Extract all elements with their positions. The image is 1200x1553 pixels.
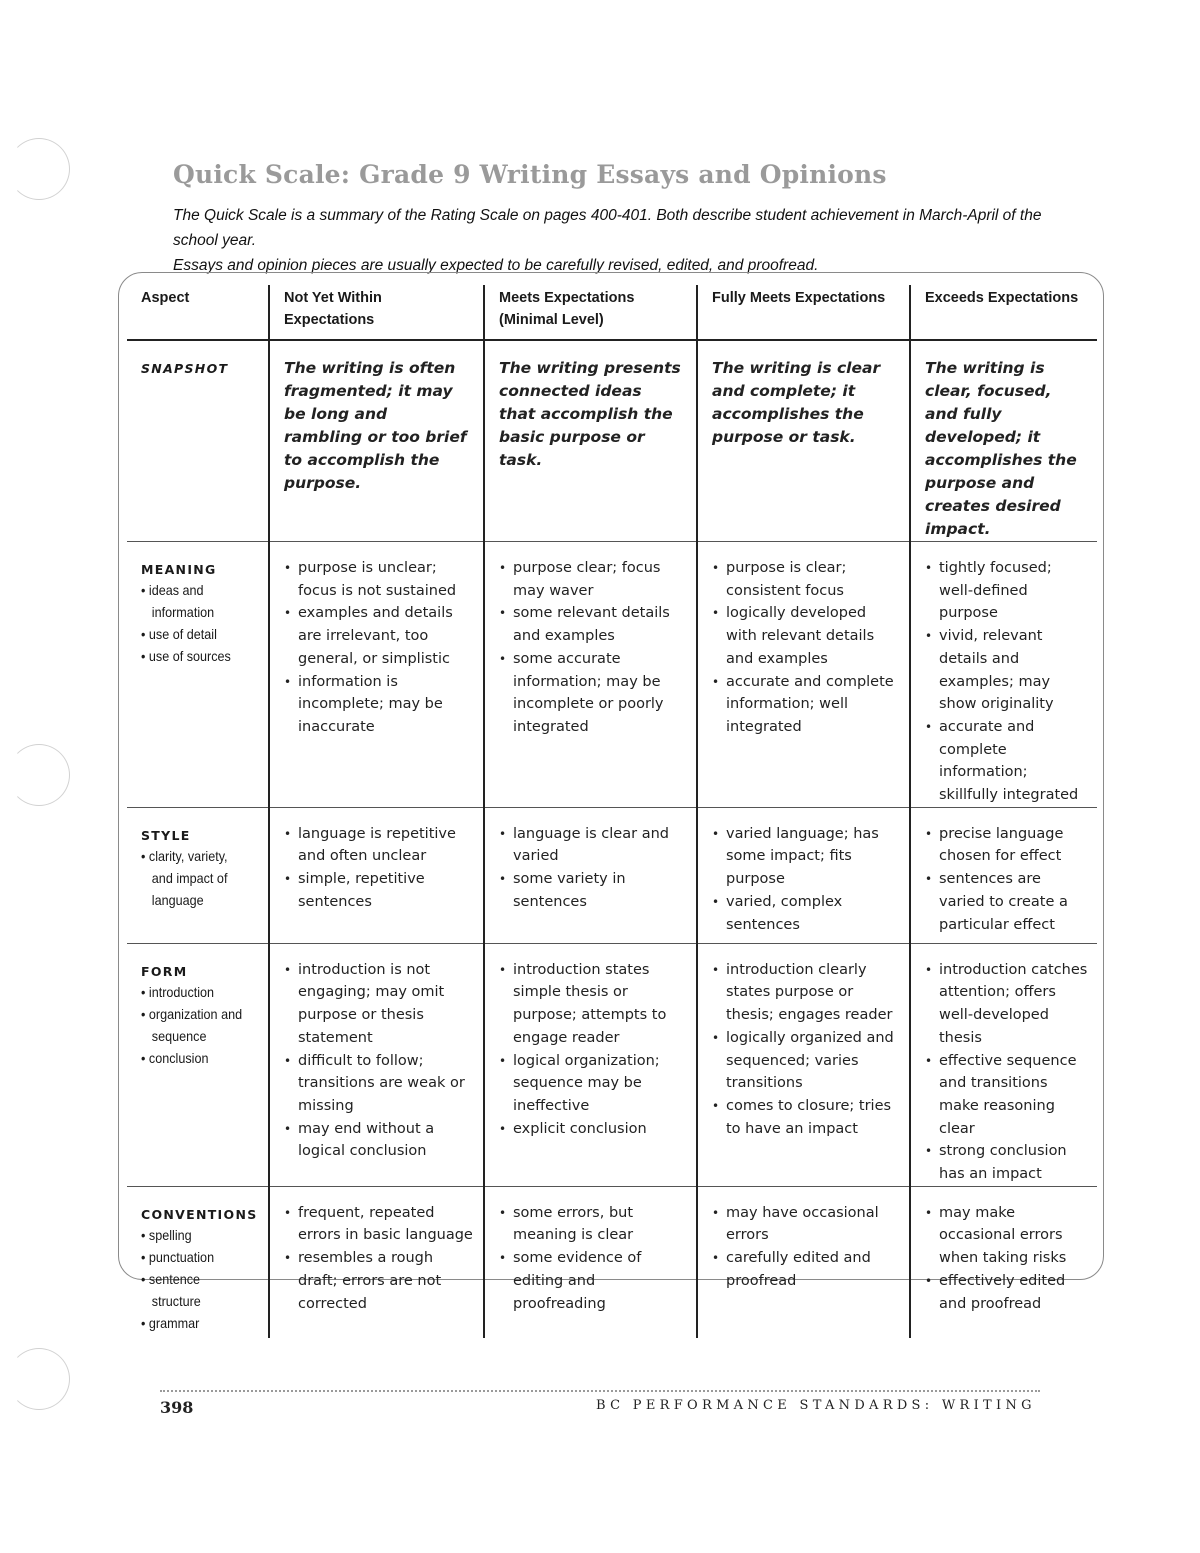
aspect-name: SNAPSHOT [141, 361, 229, 376]
page-subtitle [173, 203, 1073, 278]
list-item: • some variety in sentences [499, 868, 688, 913]
list-item: • logical organization; sequence may be ineffective [499, 1050, 688, 1118]
list-item: • introduction is not engaging; may omit purpose or thesis statement [284, 959, 475, 1050]
list-item: • logically developed with relevant details and examples [712, 602, 901, 670]
list-item: • language is repetitive and often unclear [284, 823, 475, 868]
list-item: • comes to closure; tries to have an impact [712, 1095, 901, 1140]
form-meets [484, 943, 697, 1186]
meaning-exceeds [910, 542, 1097, 808]
list-item: • vivid, relevant details and examples; may show originality [925, 625, 1089, 716]
meaning-not-yet [269, 542, 484, 808]
form-not-yet [269, 943, 484, 1186]
aspect-name: CONVENTIONS [141, 1206, 258, 1222]
aspect-name: STYLE [141, 827, 191, 843]
list-item: • some relevant details and examples [499, 602, 688, 647]
aspect-subitem: • use of sources [141, 645, 248, 667]
list-item: • strong conclusion has an impact [925, 1140, 1089, 1185]
list-item: • accurate and complete information; well integrated [712, 671, 901, 739]
list-item: • difficult to follow; transitions are weak or missing [284, 1050, 475, 1118]
meaning-row [127, 542, 1097, 808]
page-number: 398 [160, 1398, 194, 1417]
binder-hole-bottom [8, 1348, 70, 1410]
snapshot-meets [484, 340, 697, 542]
list-item: • introduction clearly states purpose or thesis; engages reader [712, 959, 901, 1027]
header-not-yet: Not Yet Within Expectations [269, 285, 484, 340]
snapshot-row [127, 340, 1097, 542]
binder-hole-middle [8, 744, 70, 806]
list-item: • varied language; has some impact; fits purpose [712, 823, 901, 891]
header-meets: Meets Expectations (Minimal Level) [484, 285, 697, 340]
list-item: • introduction catches attention; offers well-developed thesis [925, 959, 1089, 1050]
aspect-subitem: • spelling [141, 1224, 248, 1246]
list-item: • accurate and complete information; skillfully integrated [925, 716, 1089, 807]
aspect-name: MEANING [141, 562, 217, 577]
list-item: • explicit conclusion [499, 1118, 688, 1141]
meaning-aspect [127, 542, 269, 808]
list-item: • effective sequence and transitions make reasoning clear [925, 1050, 1089, 1141]
page-title: Quick Scale: Grade 9 Writing Essays and Opinions [173, 160, 887, 189]
aspect-sublist [141, 845, 260, 911]
list-item: • some evidence of editing and proofreading [499, 1247, 688, 1315]
list-item: • sentences are varied to create a particular effect [925, 868, 1089, 936]
header-exceeds: Exceeds Expectations [910, 285, 1097, 340]
conventions-not-yet [269, 1186, 484, 1338]
list-item: • examples and details are irrelevant, too general, or simplistic [284, 602, 475, 670]
list-item: • frequent, repeated errors in basic language [284, 1202, 475, 1247]
footer-divider [160, 1390, 1040, 1392]
list-item: • varied, complex sentences [712, 891, 901, 936]
list-item: • carefully edited and proofread [712, 1247, 901, 1292]
style-fully-meets [697, 807, 910, 943]
snapshot-exceeds [910, 340, 1097, 542]
list-item: • purpose is unclear; focus is not sustained [284, 557, 475, 602]
snapshot-aspect [127, 340, 269, 542]
aspect-subitem: • sentence structure [141, 1268, 248, 1312]
list-item: • effectively edited and proofread [925, 1270, 1089, 1315]
list-item: • purpose is clear; consistent focus [712, 557, 901, 602]
snapshot-text: The writing is clear and complete; it accomplishes the purpose or task. [712, 359, 881, 446]
aspect-subitem: • clarity, variety, and impact of language [141, 845, 248, 911]
list-item: • some errors, but meaning is clear [499, 1202, 688, 1247]
style-not-yet [269, 807, 484, 943]
header-fully-meets: Fully Meets Expectations [697, 285, 910, 340]
conventions-fully-meets [697, 1186, 910, 1338]
quick-scale-table [127, 285, 1097, 1338]
subtitle-line-2: Essays and opinion pieces are usually expected to be carefully revised, edited, and proofread. [173, 257, 819, 274]
list-item: • some accurate information; may be incomplete or poorly integrated [499, 648, 688, 739]
aspect-sublist [141, 981, 260, 1069]
snapshot-text: The writing is clear, focused, and fully developed; it accomplishes the purpose and creates desired impact. [925, 359, 1077, 538]
header-row [127, 285, 1097, 340]
list-item: • resembles a rough draft; errors are not corrected [284, 1247, 475, 1315]
conventions-aspect [127, 1186, 269, 1338]
aspect-subitem: • organization and sequence [141, 1003, 248, 1047]
list-item: • simple, repetitive sentences [284, 868, 475, 913]
aspect-subitem: • ideas and information [141, 579, 248, 623]
aspect-subitem: • grammar [141, 1312, 248, 1334]
snapshot-text: The writing is often fragmented; it may be long and rambling or too brief to accomplish the purpose. [284, 359, 467, 492]
list-item: • language is clear and varied [499, 823, 688, 868]
form-exceeds [910, 943, 1097, 1186]
style-exceeds [910, 807, 1097, 943]
aspect-subitem: • introduction [141, 981, 248, 1003]
style-meets [484, 807, 697, 943]
list-item: • logically organized and sequenced; varies transitions [712, 1027, 901, 1095]
form-fully-meets [697, 943, 910, 1186]
conventions-row [127, 1186, 1097, 1338]
conventions-exceeds [910, 1186, 1097, 1338]
list-item: • tightly focused; well-defined purpose [925, 557, 1089, 625]
aspect-subitem: • use of detail [141, 623, 248, 645]
snapshot-text: The writing presents connected ideas that accomplish the basic purpose or task. [499, 359, 681, 469]
list-item: • may have occasional errors [712, 1202, 901, 1247]
list-item: • may make occasional errors when taking risks [925, 1202, 1089, 1270]
form-aspect [127, 943, 269, 1186]
conventions-meets [484, 1186, 697, 1338]
meaning-fully-meets [697, 542, 910, 808]
list-item: • may end without a logical conclusion [284, 1118, 475, 1163]
list-item: • introduction states simple thesis or purpose; attempts to engage reader [499, 959, 688, 1050]
footer-running-title: BC PERFORMANCE STANDARDS: WRITING [596, 1398, 1036, 1413]
binder-hole-top [8, 138, 70, 200]
header-aspect: Aspect [127, 285, 269, 340]
list-item: • precise language chosen for effect [925, 823, 1089, 868]
subtitle-line-1: The Quick Scale is a summary of the Rating Scale on pages 400-401. Both describe student achievement in March-April of the school year. [173, 207, 1042, 249]
aspect-name: FORM [141, 963, 188, 979]
style-aspect [127, 807, 269, 943]
meaning-meets [484, 542, 697, 808]
snapshot-not-yet [269, 340, 484, 542]
aspect-subitem: • punctuation [141, 1246, 248, 1268]
aspect-subitem: • conclusion [141, 1047, 248, 1069]
list-item: • purpose clear; focus may waver [499, 557, 688, 602]
aspect-sublist [141, 1224, 260, 1334]
aspect-sublist [141, 579, 260, 667]
list-item: • information is incomplete; may be inaccurate [284, 671, 475, 739]
form-row [127, 943, 1097, 1186]
snapshot-fully-meets [697, 340, 910, 542]
style-row [127, 807, 1097, 943]
